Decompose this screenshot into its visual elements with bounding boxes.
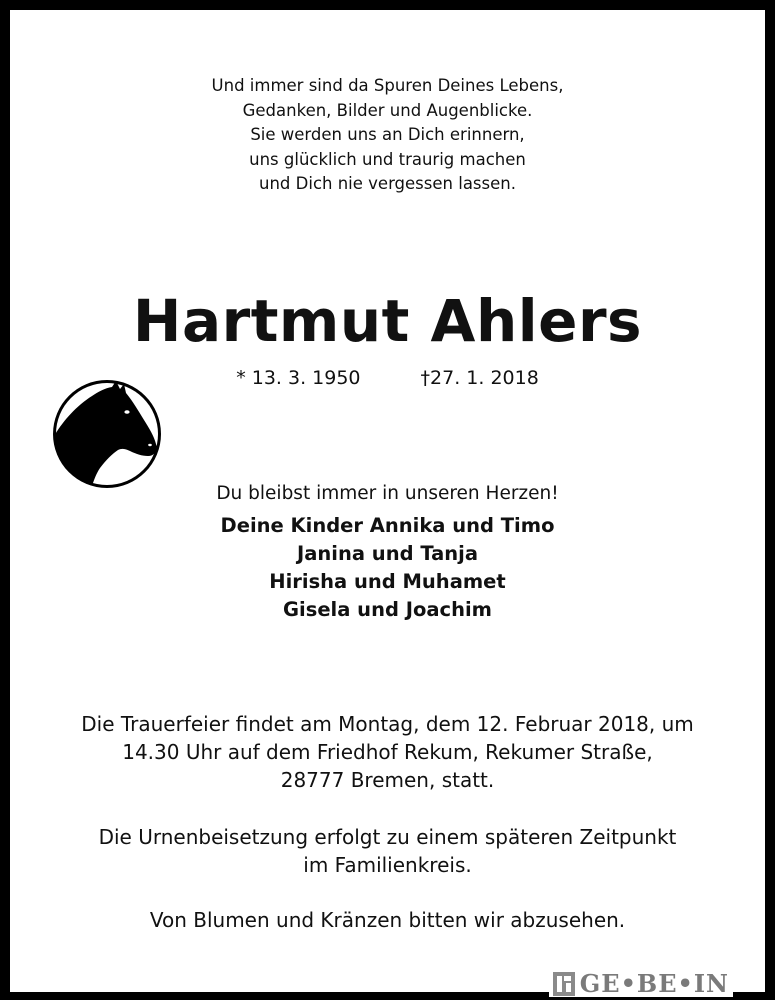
publisher-logo (549, 971, 733, 997)
family-line: Hirisha und Muhamet (269, 570, 506, 593)
poem-line: Sie werden uns an Dich erinnern, (250, 125, 525, 145)
death-date: †27. 1. 2018 (420, 367, 539, 389)
burial-info (0, 823, 775, 879)
burial-line: Die Urnenbeisetzung erfolgt zu einem späteren Zeitpunkt (98, 825, 677, 849)
poem-line: Gedanken, Bilder und Augenblicke. (242, 100, 533, 120)
memorial-subtitle: Du bleibst immer in unseren Herzen! (216, 483, 559, 504)
funeral-info (0, 710, 775, 794)
family-line: Gisela und Joachim (283, 598, 492, 621)
burial-line: im Familienkreis. (303, 853, 472, 877)
family-line: Janina und Tanja (297, 542, 478, 565)
horse-head-icon (50, 378, 164, 490)
logo-text: GE•BE•IN (579, 969, 729, 998)
flowers-note: Von Blumen und Kränzen bitten wir abzusehen. (149, 908, 626, 932)
gebein-logo-icon (553, 972, 575, 996)
birth-date: * 13. 3. 1950 (236, 367, 361, 389)
poem (0, 74, 775, 197)
funeral-line: Die Trauerfeier findet am Montag, dem 12. Februar 2018, um (81, 712, 694, 736)
poem-line: und Dich nie vergessen lassen. (259, 174, 516, 194)
deceased-name: Hartmut Ahlers (132, 287, 643, 355)
family-line: Deine Kinder Annika und Timo (220, 514, 555, 537)
funeral-line: 14.30 Uhr auf dem Friedhof Rekum, Rekumer Straße, (122, 740, 653, 764)
poem-line: Und immer sind da Spuren Deines Lebens, (211, 76, 564, 95)
funeral-line: 28777 Bremen, statt. (280, 768, 495, 792)
family-list (0, 512, 775, 624)
poem-line: uns glücklich und traurig machen (249, 149, 526, 169)
